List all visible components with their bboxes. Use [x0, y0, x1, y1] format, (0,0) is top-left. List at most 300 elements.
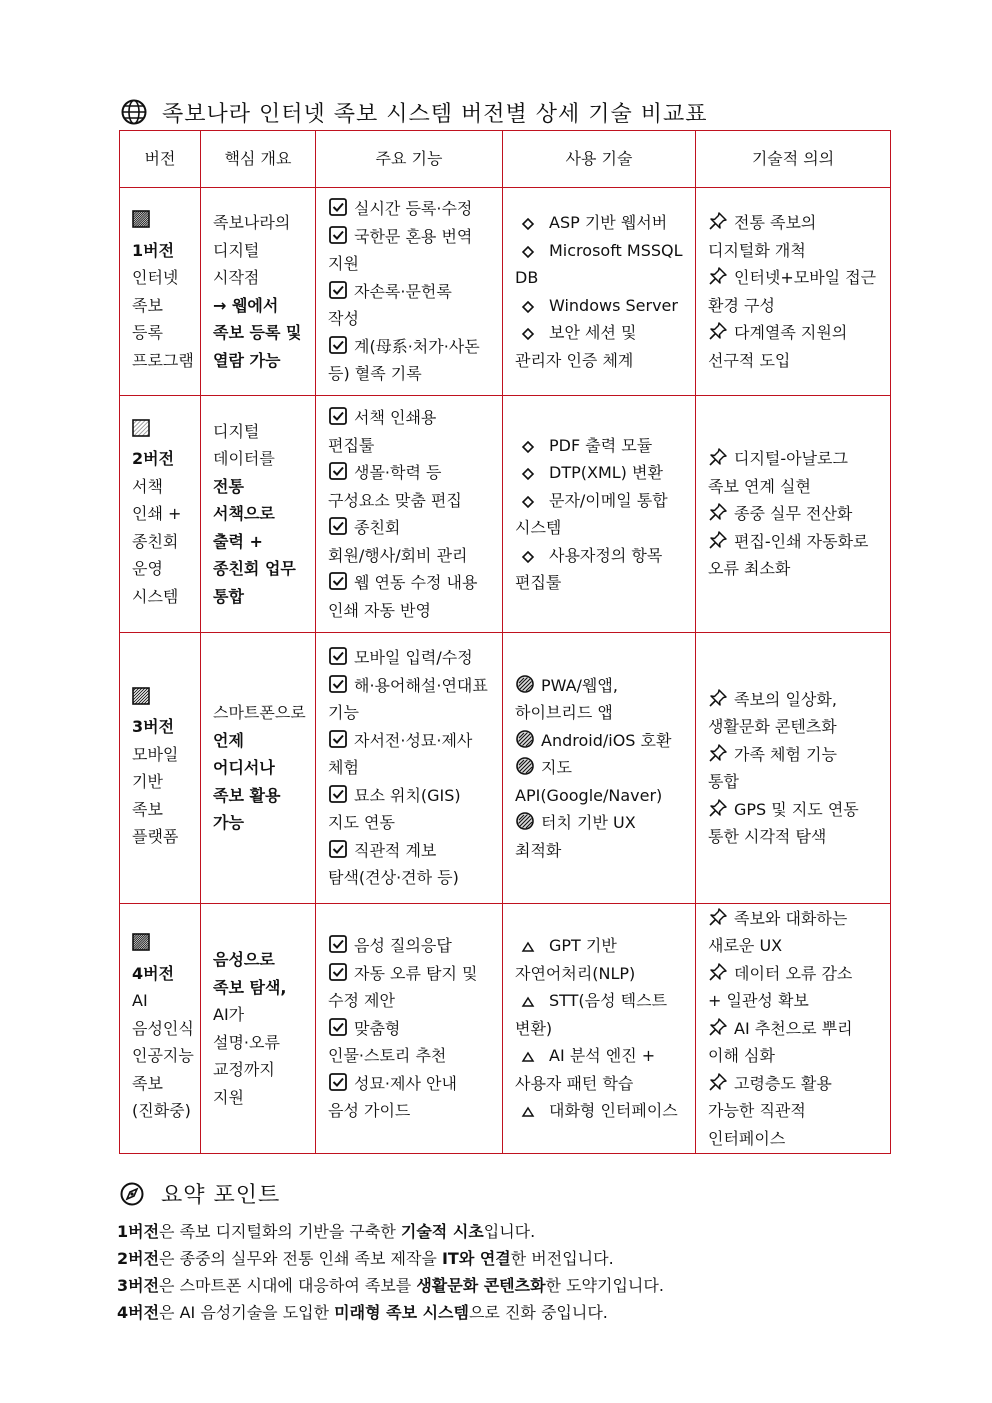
line-text: 계(母系·처가·사돈 [354, 336, 480, 356]
overview-line [213, 727, 313, 755]
line-text: 족보 [132, 799, 163, 819]
line-text: 족보나라의 [213, 213, 291, 232]
summary-line [117, 1218, 664, 1245]
pushpin-icon [708, 321, 728, 341]
feature-line [328, 699, 500, 727]
line-text: 대화형 인터페이스 [549, 1101, 678, 1121]
line-text: 족보 등록 및 [213, 323, 302, 342]
hatched-square-icon [132, 419, 150, 437]
overview-line [213, 1001, 313, 1029]
diamond-bullet-icon [521, 467, 535, 481]
line-text: 디지털 [213, 240, 260, 260]
line-text: AI가 [213, 1005, 245, 1024]
checkbox-checked-icon [328, 197, 348, 217]
pushpin-icon [708, 1017, 728, 1037]
line-text: 가족 체험 기능 [734, 744, 837, 764]
tech-line [515, 960, 693, 988]
overview-line [213, 699, 313, 727]
line-text: 탐색(견상·견하 등) [328, 868, 459, 888]
feature-line [328, 250, 500, 278]
tech-line [515, 432, 693, 460]
version-desc [132, 987, 198, 1015]
table-header-row [120, 131, 891, 188]
tech-line [515, 1097, 693, 1125]
summary-text: 입니다. [483, 1222, 536, 1241]
document-title [120, 94, 708, 130]
line-text: 인터넷 [132, 268, 179, 287]
significance-line [708, 500, 888, 528]
checkbox-checked-icon [328, 1072, 348, 1092]
line-text: 문자/이메일 통합 [549, 490, 668, 510]
line-text: ASP 기반 웹서버 [549, 213, 668, 232]
overview-line [213, 1029, 313, 1057]
line-text: Android/iOS 호환 [541, 730, 672, 750]
feature-line [328, 432, 500, 460]
summary-text: 으로 진화 중입니다. [468, 1303, 608, 1322]
line-text: PWA/웹앱, [541, 675, 618, 695]
version-desc [132, 823, 198, 851]
significance-line [708, 768, 888, 796]
line-text: 통합 [213, 586, 244, 606]
line-text: 종중 실무 전산화 [734, 504, 853, 524]
tech-line [515, 809, 693, 837]
significance-line [708, 264, 888, 292]
checkbox-checked-icon [328, 729, 348, 749]
table-row [120, 188, 891, 396]
comparison-table [119, 130, 891, 1154]
tech-line [515, 569, 693, 597]
summary-text: 은 종중의 실무와 전통 인쇄 족보 제작을 [159, 1249, 442, 1268]
line-text: AI 추천으로 뿌리 [734, 1018, 853, 1038]
feature-line [328, 960, 500, 988]
line-text: GPT 기반 [549, 936, 617, 956]
features-cell [316, 904, 503, 1154]
version-desc [132, 1097, 198, 1125]
summary-version: 1버전 [117, 1222, 160, 1241]
line-text: 환경 구성 [708, 295, 775, 315]
version-cell [120, 904, 201, 1154]
line-text: 지원 [328, 254, 359, 274]
version-label [132, 237, 198, 265]
diamond-bullet-icon [521, 217, 535, 231]
triangle-bullet-icon [521, 940, 535, 954]
line-text: 등록 [132, 323, 163, 342]
significance-line [708, 292, 888, 320]
line-text: 인물·스토리 추천 [328, 1046, 447, 1066]
feature-line [328, 569, 500, 597]
line-text: 열람 가능 [213, 350, 281, 370]
overview-line [213, 1056, 313, 1084]
overview-line [213, 1084, 313, 1112]
summary-emphasis: IT와 연결 [441, 1249, 511, 1268]
diamond-bullet-icon [521, 300, 535, 314]
line-text: 인터페이스 [708, 1128, 786, 1148]
line-text: 사용자정의 항목 [549, 545, 663, 565]
significance-line [708, 347, 888, 375]
checkbox-checked-icon [328, 225, 348, 245]
tech-line [515, 1015, 693, 1043]
tech-line [515, 209, 693, 237]
line-text: 생몰·학력 등 [354, 463, 442, 482]
line-text: 인쇄 자동 반영 [328, 600, 431, 620]
significance-line [708, 960, 888, 988]
pushpin-icon [708, 502, 728, 522]
tech-line [515, 1070, 693, 1098]
line-text: 어디서나 [213, 758, 275, 778]
version-label [132, 713, 198, 741]
feature-line [328, 754, 500, 782]
version-cell [120, 188, 201, 396]
hatched-circle-icon [515, 811, 535, 831]
overview-line [213, 782, 313, 810]
globe-icon [120, 98, 148, 126]
version-desc [132, 796, 198, 824]
line-text: 오류 최소화 [708, 559, 791, 579]
header-overview: 핵심 개요 [201, 131, 316, 188]
significance-line [708, 1070, 888, 1098]
tech-line [515, 347, 693, 375]
line-text: 모바일 [132, 744, 179, 764]
checkbox-checked-icon [328, 280, 348, 300]
line-text: 가능한 직관적 [708, 1101, 806, 1121]
line-text: 3버전 [132, 717, 175, 736]
line-text: 서책 [132, 476, 163, 496]
line-text: AI 분석 엔진 + [549, 1046, 656, 1066]
line-text: 성묘·제사 안내 [354, 1073, 457, 1093]
feature-line [328, 195, 500, 223]
tech-line [515, 542, 693, 570]
version-desc [132, 741, 198, 769]
header-tech: 사용 기술 [503, 131, 696, 188]
line-text: 족보 활용 [213, 785, 281, 805]
line-text: 2버전 [132, 449, 175, 469]
line-text: 음성 질의응답 [354, 936, 452, 956]
feature-line [328, 1097, 500, 1125]
line-text: 데이터 오류 감소 [734, 963, 853, 983]
line-text: 데이터를 [213, 449, 275, 469]
line-text: 음성 가이드 [328, 1101, 411, 1121]
table-row [120, 396, 891, 633]
line-text: 종친회 [354, 518, 401, 537]
version-label [132, 960, 198, 988]
triangle-bullet-icon [521, 995, 535, 1009]
checkbox-checked-icon [328, 674, 348, 694]
tech-cell [503, 633, 696, 904]
pushpin-icon [708, 688, 728, 708]
version-desc [132, 583, 198, 611]
significance-line [708, 1042, 888, 1070]
significance-line [708, 1015, 888, 1043]
diamond-bullet-icon [521, 550, 535, 564]
version-desc [132, 555, 198, 583]
line-text: 변환) [515, 1018, 553, 1038]
version-marker [132, 932, 198, 960]
summary-list [117, 1218, 664, 1326]
line-text: 기능 [328, 703, 359, 723]
summary-title: 요약 포인트 [161, 1183, 281, 1208]
line-text: 족보 [132, 1073, 163, 1093]
summary-version: 2버전 [117, 1249, 160, 1268]
line-text: 설명·오류 [213, 1032, 280, 1052]
feature-line [328, 404, 500, 432]
line-text: 편집-인쇄 자동화로 [734, 531, 869, 551]
feature-line [328, 1015, 500, 1043]
line-text: 서책으로 [213, 504, 275, 524]
tech-line [515, 782, 693, 810]
version-desc [132, 1015, 198, 1043]
checkbox-checked-icon [328, 962, 348, 982]
overview-line [213, 583, 313, 611]
tech-line [515, 514, 693, 542]
feature-line [328, 459, 500, 487]
feature-line [328, 864, 500, 892]
line-text: 스마트폰으로 [213, 703, 306, 723]
table-row [120, 904, 891, 1154]
version-marker [132, 686, 198, 714]
checkbox-checked-icon [328, 406, 348, 426]
version-desc [132, 347, 198, 375]
features-cell [316, 633, 503, 904]
line-text: 직관적 계보 [354, 840, 437, 860]
line-text: 사용자 패턴 학습 [515, 1073, 634, 1093]
overview-line [213, 809, 313, 837]
feature-line [328, 727, 500, 755]
line-text: 편집툴 [515, 573, 562, 592]
line-text: 해·용어해설·연대표 [354, 675, 488, 695]
overview-line [213, 500, 313, 528]
tech-line [515, 932, 693, 960]
line-text: 국한문 혼용 번역 [354, 226, 473, 246]
checkbox-checked-icon [328, 839, 348, 859]
overview-line [213, 237, 313, 265]
version-desc [132, 292, 198, 320]
line-text: 기반 [132, 772, 163, 791]
triangle-bullet-icon [521, 1050, 535, 1064]
line-text: 구성요소 맞춤 편집 [328, 490, 462, 510]
significance-line [708, 823, 888, 851]
feature-line [328, 223, 500, 251]
triangle-bullet-icon [521, 1105, 535, 1119]
feature-line [328, 597, 500, 625]
line-text: 모바일 입력/수정 [354, 648, 473, 668]
feature-line [328, 333, 500, 361]
checkbox-checked-icon [328, 335, 348, 355]
checkbox-checked-icon [328, 1017, 348, 1037]
feature-line [328, 672, 500, 700]
significance-line [708, 555, 888, 583]
significance-line [708, 1097, 888, 1125]
line-text: 관리자 인증 체계 [515, 350, 634, 370]
line-text: 지도 [541, 758, 572, 778]
line-text: DB [515, 268, 539, 287]
significance-line [708, 686, 888, 714]
significance-line [708, 1125, 888, 1153]
overview-line [213, 555, 313, 583]
line-text: 고령층도 활용 [734, 1073, 832, 1093]
overview-line [213, 209, 313, 237]
line-text: 작성 [328, 309, 359, 329]
overview-line [213, 292, 313, 320]
line-text: 음성인식 [132, 1018, 194, 1038]
feature-line [328, 1042, 500, 1070]
hatched-circle-icon [515, 756, 535, 776]
line-text: 전통 [213, 476, 244, 496]
tech-line [515, 754, 693, 782]
line-text: 시작점 [213, 268, 260, 287]
feature-line [328, 360, 500, 388]
line-text: API(Google/Naver) [515, 785, 663, 805]
line-text: Microsoft MSSQL [549, 240, 683, 260]
version-desc [132, 264, 198, 292]
line-text: 하이브리드 앱 [515, 703, 613, 723]
tech-line [515, 487, 693, 515]
pushpin-icon [708, 907, 728, 927]
line-text: 디지털-아날로그 [734, 449, 848, 469]
feature-line [328, 987, 500, 1015]
line-text: AI [132, 991, 148, 1011]
tech-cell [503, 396, 696, 633]
checkbox-checked-icon [328, 461, 348, 481]
feature-line [328, 487, 500, 515]
significance-line [708, 209, 888, 237]
checkbox-checked-icon [328, 784, 348, 804]
line-text: 종친회 업무 [213, 559, 296, 579]
summary-text: 은 AI 음성기술을 도입한 [159, 1303, 335, 1322]
line-text: 서책 인쇄용 [354, 408, 437, 427]
summary-text: 은 족보 디지털화의 기반을 구축한 [159, 1222, 401, 1241]
line-text: 인쇄 + [132, 504, 182, 524]
pushpin-icon [708, 266, 728, 286]
line-text: 자손록·문헌록 [354, 281, 452, 301]
compass-icon [119, 1181, 145, 1207]
line-text: 족보의 일상화, [734, 689, 837, 709]
line-text: 시스템 [515, 518, 562, 537]
feature-line [328, 932, 500, 960]
line-text: 통한 시각적 탐색 [708, 827, 827, 846]
significance-line [708, 796, 888, 824]
line-text: 프로그램 [132, 350, 194, 370]
line-text: Windows Server [549, 295, 678, 315]
diamond-bullet-icon [521, 495, 535, 509]
line-text: 맞춤형 [354, 1018, 401, 1038]
checkbox-checked-icon [328, 571, 348, 591]
version-desc [132, 319, 198, 347]
tech-line [515, 459, 693, 487]
overview-line [213, 445, 313, 473]
feature-line [328, 1070, 500, 1098]
pushpin-icon [708, 1072, 728, 1092]
version-desc [132, 768, 198, 796]
feature-line [328, 514, 500, 542]
version-desc [132, 528, 198, 556]
table-row [120, 633, 891, 904]
summary-emphasis: 기술적 시초 [400, 1222, 484, 1241]
line-text: PDF 출력 모듈 [549, 435, 653, 455]
feature-line [328, 837, 500, 865]
line-text: 지도 연동 [328, 813, 395, 833]
version-marker [132, 418, 198, 446]
header-significance: 기술적 의의 [696, 131, 891, 188]
pushpin-icon [708, 743, 728, 763]
overview-line [213, 946, 313, 974]
line-text: 통합 [708, 772, 739, 791]
overview-line [213, 528, 313, 556]
significance-line [708, 905, 888, 933]
tech-line [515, 319, 693, 347]
overview-line [213, 974, 313, 1002]
overview-line [213, 473, 313, 501]
line-text: 이해 심화 [708, 1046, 775, 1066]
line-text: 터치 기반 UX [541, 813, 636, 833]
line-text: 1버전 [132, 240, 175, 260]
header-version: 버전 [120, 131, 201, 188]
features-cell [316, 188, 503, 396]
summary-line [117, 1245, 664, 1272]
significance-line [708, 237, 888, 265]
hatched-square-icon [132, 687, 150, 705]
line-text: 교정까지 [213, 1060, 275, 1079]
line-text: 4버전 [132, 963, 175, 983]
overview-cell [201, 633, 316, 904]
significance-line [708, 713, 888, 741]
diamond-bullet-icon [521, 245, 535, 259]
summary-line [117, 1299, 664, 1326]
line-text: (진화중) [132, 1101, 191, 1121]
overview-cell [201, 188, 316, 396]
line-text: 자동 오류 탐지 및 [354, 963, 478, 983]
line-text: 족보 [132, 295, 163, 315]
line-text: 회원/행사/회비 관리 [328, 545, 468, 565]
pushpin-icon [708, 530, 728, 550]
significance-line [708, 987, 888, 1015]
line-text: STT(음성 텍스트 [549, 991, 668, 1011]
line-text: 종친회 [132, 531, 179, 551]
line-text: 운영 [132, 559, 163, 579]
version-cell [120, 633, 201, 904]
feature-line [328, 278, 500, 306]
line-text: 인터넷+모바일 접근 [734, 268, 877, 287]
summary-text: 한 도약기입니다. [545, 1276, 664, 1295]
significance-cell [696, 633, 891, 904]
version-desc [132, 473, 198, 501]
significance-line [708, 319, 888, 347]
line-text: 묘소 위치(GIS) [354, 785, 461, 805]
hatched-square-icon [132, 210, 150, 228]
checkbox-checked-icon [328, 516, 348, 536]
summary-emphasis: 미래형 족보 시스템 [334, 1303, 469, 1322]
line-text: 보안 세션 및 [549, 323, 637, 342]
significance-line [708, 445, 888, 473]
line-text: 수정 제안 [328, 991, 395, 1011]
version-desc [132, 500, 198, 528]
line-text: 실시간 등록·수정 [354, 199, 473, 219]
line-text: 체험 [328, 758, 359, 778]
feature-line [328, 809, 500, 837]
tech-cell [503, 188, 696, 396]
summary-text: 은 스마트폰 시대에 대응하여 족보를 [159, 1276, 417, 1295]
tech-line [515, 727, 693, 755]
version-cell [120, 396, 201, 633]
tech-line [515, 699, 693, 727]
line-text: 생활문화 콘텐츠화 [708, 717, 837, 736]
checkbox-checked-icon [328, 934, 348, 954]
line-text: DTP(XML) 변환 [549, 463, 663, 482]
summary-line [117, 1272, 664, 1299]
tech-line [515, 1042, 693, 1070]
diamond-bullet-icon [521, 327, 535, 341]
feature-line [328, 305, 500, 333]
summary-heading [119, 1178, 280, 1209]
